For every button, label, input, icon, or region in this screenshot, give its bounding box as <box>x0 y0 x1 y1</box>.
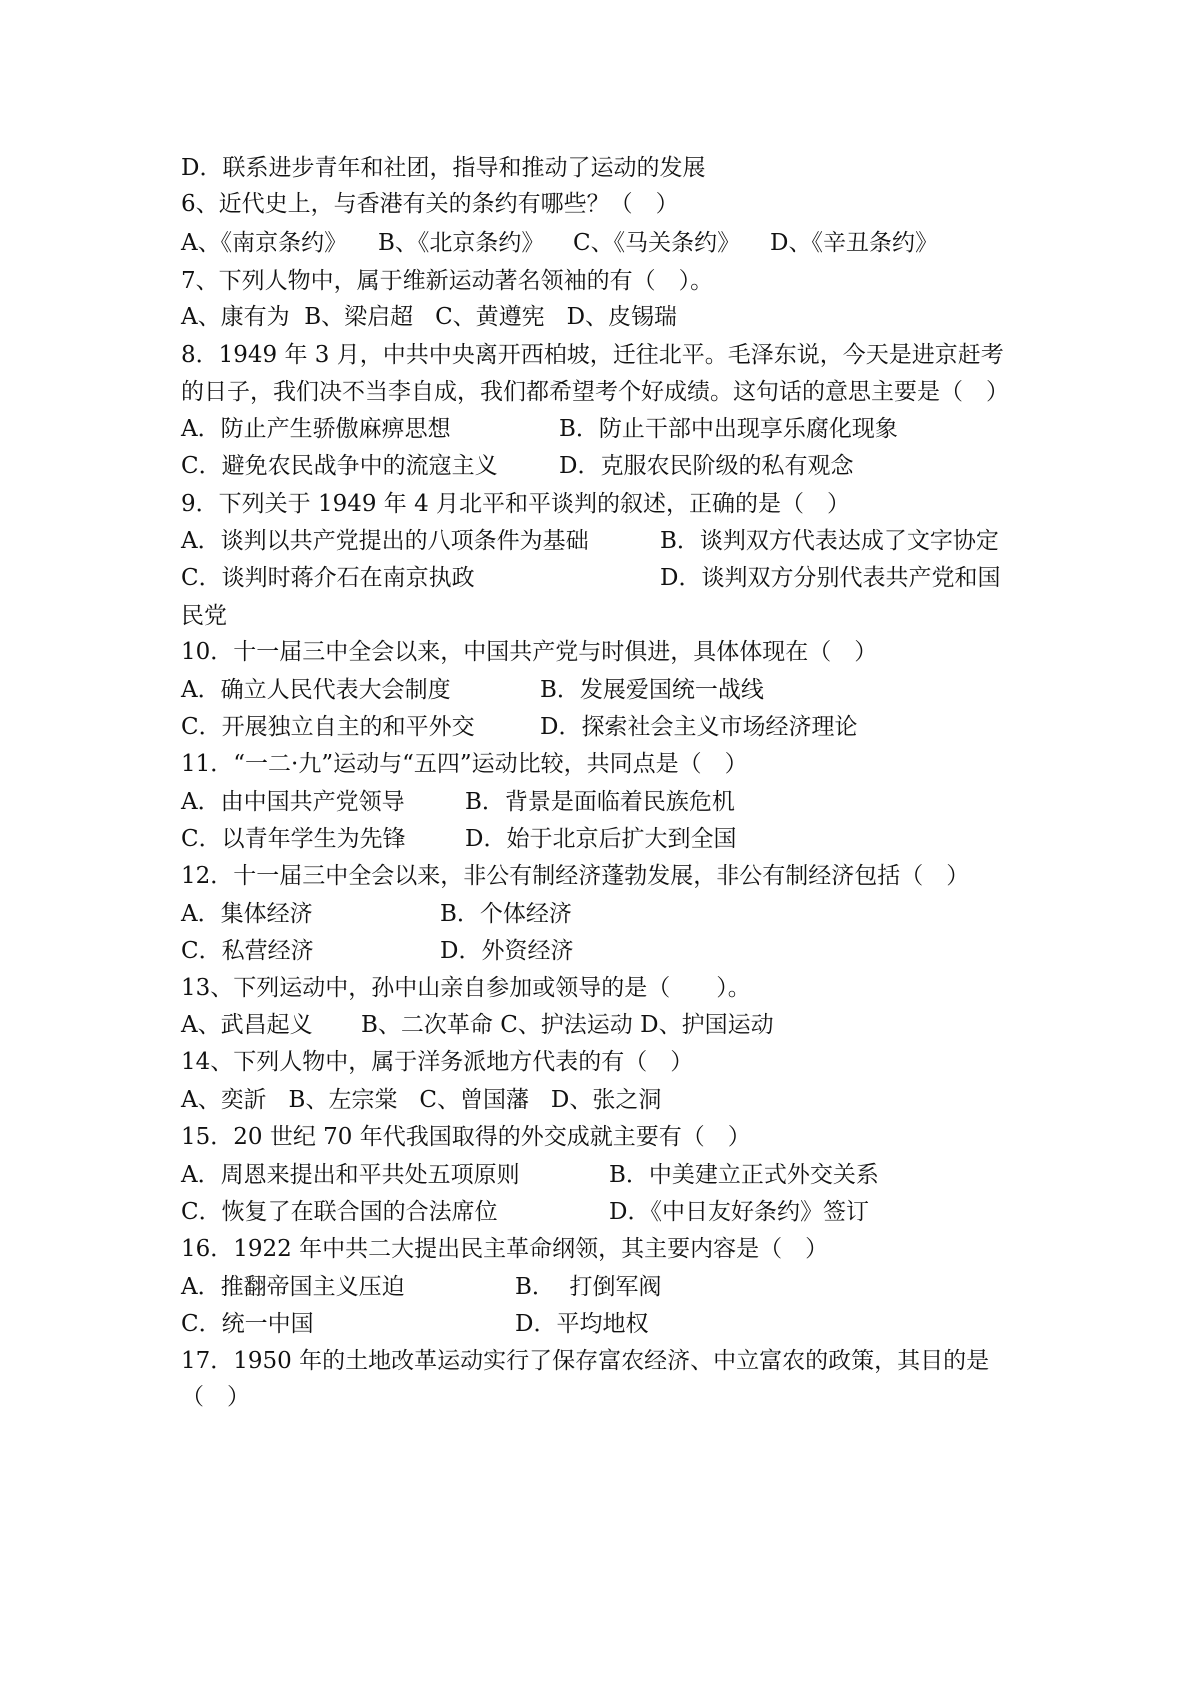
line-text: 11．“一二·九”运动与“五四”运动比较，共同点是（ ） <box>181 751 748 777</box>
text-line <box>181 266 713 296</box>
answer-option: B．发展爱国统一战线 <box>540 677 764 703</box>
answer-option: D．《中日友好条约》签订 <box>609 1199 869 1225</box>
line-text: 9．下列关于 1949 年 4 月北平和平谈判的叙述，正确的是（ ） <box>181 491 851 517</box>
text-line <box>181 1234 828 1264</box>
text-line <box>181 601 227 631</box>
answer-option: D．探索社会主义市场经济理论 <box>540 714 858 740</box>
answer-option: A．防止产生骄傲麻痹思想 <box>181 416 451 442</box>
line-text: 8．1949 年 3 月，中共中央离开西柏坡，迁往北平。毛泽东说，今天是进京赶考 <box>181 342 1004 368</box>
line-text: 6、近代史上，与香港有关的条约有哪些？（ ） <box>181 191 679 217</box>
text-line <box>181 861 969 891</box>
answer-option: D．克服农民阶级的私有观念 <box>559 453 854 479</box>
line-text: A、康有为 B、梁启超 C、黄遵宪 D、皮锡瑞 <box>181 304 678 330</box>
answer-option: C、《马关条约》 <box>573 230 741 256</box>
answer-option: A．由中国共产党领导 <box>181 789 405 815</box>
text-line <box>181 1047 693 1077</box>
text-line <box>181 302 677 332</box>
answer-option: B、《北京条约》 <box>378 230 545 256</box>
answer-option: A．确立人民代表大会制度 <box>181 677 451 703</box>
line-text: 12．十一届三中全会以来，非公有制经济蓬勃发展，非公有制经济包括（ ） <box>181 863 970 889</box>
answer-option: D．谈判双方分别代表共产党和国 <box>660 565 1001 591</box>
text-line <box>181 1382 250 1412</box>
answer-option: A．集体经济 <box>181 901 313 927</box>
text-line <box>181 189 679 219</box>
text-line <box>181 377 1009 407</box>
line-text: （ ） <box>181 1384 250 1410</box>
line-text: 10．十一届三中全会以来，中国共产党与时俱进，具体体现在（ ） <box>181 639 878 665</box>
answer-option: B．个体经济 <box>440 901 572 927</box>
line-text: A、奕訢 B、左宗棠 C、曾国藩 D、张之洞 <box>181 1087 662 1113</box>
line-text: 的日子，我们决不当李自成，我们都希望考个好成绩。这句话的意思主要是（ ） <box>181 379 1009 405</box>
answer-option: B．谈判双方代表达成了文字协定 <box>660 528 999 554</box>
answer-option: D．外资经济 <box>440 938 574 964</box>
answer-option: A．谈判以共产党提出的八项条件为基础 <box>181 528 589 554</box>
answer-option: C．统一中国 <box>181 1311 314 1337</box>
answer-option: C．私营经济 <box>181 938 314 964</box>
answer-option: A．推翻帝国主义压迫 <box>181 1274 405 1300</box>
answer-option: B．背景是面临着民族危机 <box>465 789 735 815</box>
answer-option: C．以青年学生为先锋 <box>181 826 406 852</box>
line-text: 17．1950 年的土地改革运动实行了保存富农经济、中立富农的政策，其目的是 <box>181 1348 990 1374</box>
line-text: 13、下列运动中，孙中山亲自参加或领导的是（ ）。 <box>181 975 751 1001</box>
answer-option: C．谈判时蒋介石在南京执政 <box>181 565 475 591</box>
answer-option: D．始于北京后扩大到全国 <box>465 826 737 852</box>
answer-option: B．中美建立正式外交关系 <box>609 1162 879 1188</box>
text-line <box>181 1346 989 1376</box>
answer-option: A．周恩来提出和平共处五项原则 <box>181 1162 520 1188</box>
answer-option: C．避免农民战争中的流寇主义 <box>181 453 498 479</box>
answer-option: B、二次革命 C、护法运动 D、护国运动 <box>361 1012 774 1038</box>
line-text: 7、下列人物中，属于维新运动著名领袖的有（ ）。 <box>181 268 714 294</box>
text-line <box>181 1085 661 1115</box>
answer-option: A、武昌起义 <box>181 1012 313 1038</box>
text-line <box>181 153 705 183</box>
line-text: 16．1922 年中共二大提出民主革命纲领，其主要内容是（ ） <box>181 1236 829 1262</box>
answer-option: C．开展独立自主的和平外交 <box>181 714 475 740</box>
text-line <box>181 637 877 667</box>
line-text: 民党 <box>181 603 227 629</box>
line-text: 14、下列人物中，属于洋务派地方代表的有（ ） <box>181 1049 694 1075</box>
text-line <box>181 340 1004 370</box>
text-line <box>181 1122 751 1152</box>
text-line <box>181 749 748 779</box>
text-line <box>181 489 850 519</box>
line-text: D．联系进步青年和社团，指导和推动了运动的发展 <box>181 155 706 181</box>
answer-option: A、《南京条约》 <box>181 230 348 256</box>
answer-option: C．恢复了在联合国的合法席位 <box>181 1199 498 1225</box>
answer-option: B．防止干部中出现享乐腐化现象 <box>559 416 898 442</box>
answer-option: D、《辛丑条约》 <box>770 230 938 256</box>
line-text: 15．20 世纪 70 年代我国取得的外交成就主要有（ ） <box>181 1124 751 1150</box>
answer-option: D．平均地权 <box>515 1311 649 1337</box>
answer-option: B． 打倒军阀 <box>515 1274 662 1300</box>
text-line <box>181 973 751 1003</box>
